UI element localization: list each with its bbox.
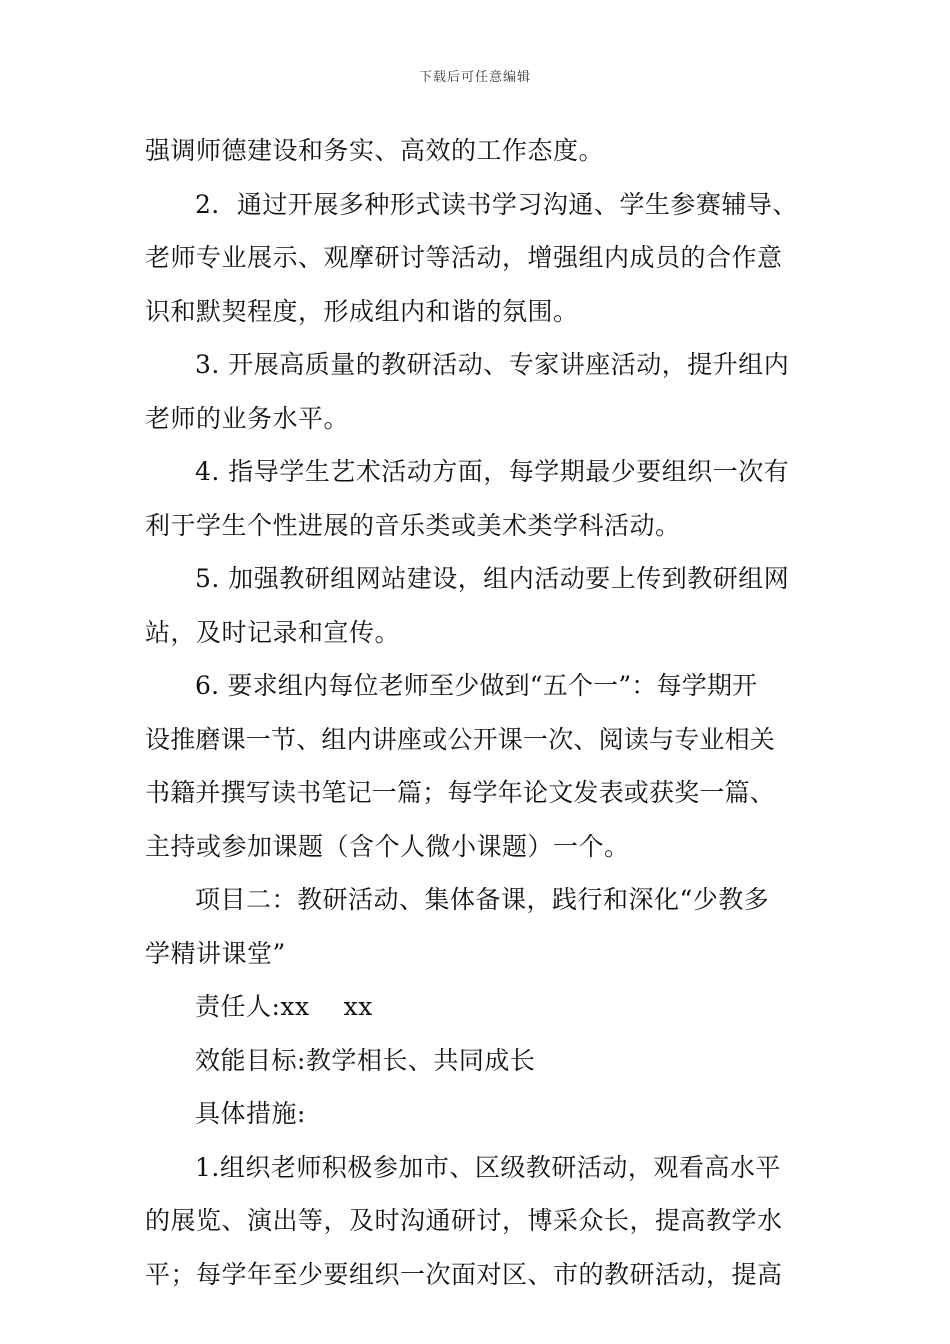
responsible-person-label: 责任人:xx xyxy=(195,992,310,1021)
responsible-person-second: xx xyxy=(343,992,373,1021)
text-line: 老师的业务水平。 xyxy=(145,403,350,433)
text-line: 具体措施: xyxy=(195,1099,306,1128)
text-line: 1.组织老师积极参加市、区级教研活动，观看高水平 xyxy=(195,1152,781,1182)
text-line: 平；每学年至少要组织一次面对区、市的教研活动，提高 xyxy=(145,1259,783,1289)
text-line: 效能目标:教学相长、共同成长 xyxy=(195,1045,536,1075)
text-line: 2．通过开展多种形式读书学习沟通、学生参赛辅导、 xyxy=(195,189,798,219)
text-line: 主持或参加课题（含个人微小课题）一个。 xyxy=(145,831,630,861)
text-line: 6. 要求组内每位老师至少做到“五个一”：每学期开 xyxy=(195,671,758,700)
page-header: 下载后可任意编辑 xyxy=(418,70,531,85)
document-body xyxy=(145,124,810,1301)
text-line: 书籍并撰写读书笔记一篇；每学年论文发表或获奖一篇、 xyxy=(145,778,776,807)
text-line: 3. 开展高质量的教研活动、专家讲座活动，提升组内 xyxy=(195,350,790,379)
text-line: 学精讲课堂” xyxy=(145,938,286,968)
text-line: 5. 加强教研组网站建设，组内活动要上传到教研组网 xyxy=(195,564,790,593)
text-line: 站，及时记录和宣传。 xyxy=(145,617,401,647)
text-line: 4. 指导学生艺术活动方面，每学期最少要组织一次有 xyxy=(195,457,790,486)
text-line: 的展览、演出等，及时沟通研讨，博采众长，提高教学水 xyxy=(145,1206,783,1235)
text-line: 项目二：教研活动、集体备课，践行和深化“少教多 xyxy=(195,885,770,914)
text-line: 强调师德建设和务实、高效的工作态度。 xyxy=(145,136,605,165)
text-line: 利于学生个性进展的音乐类或美术类学科活动。 xyxy=(145,510,681,540)
responsible-person-line xyxy=(145,980,810,1034)
text-line: 设推磨课一节、组内讲座或公开课一次、阅读与专业相关 xyxy=(145,724,776,754)
text-line: 识和默契程度，形成组内和谐的氛围。 xyxy=(145,296,579,326)
text-line: 老师专业展示、观摩研讨等活动，增强组内成员的合作意 xyxy=(145,243,783,272)
